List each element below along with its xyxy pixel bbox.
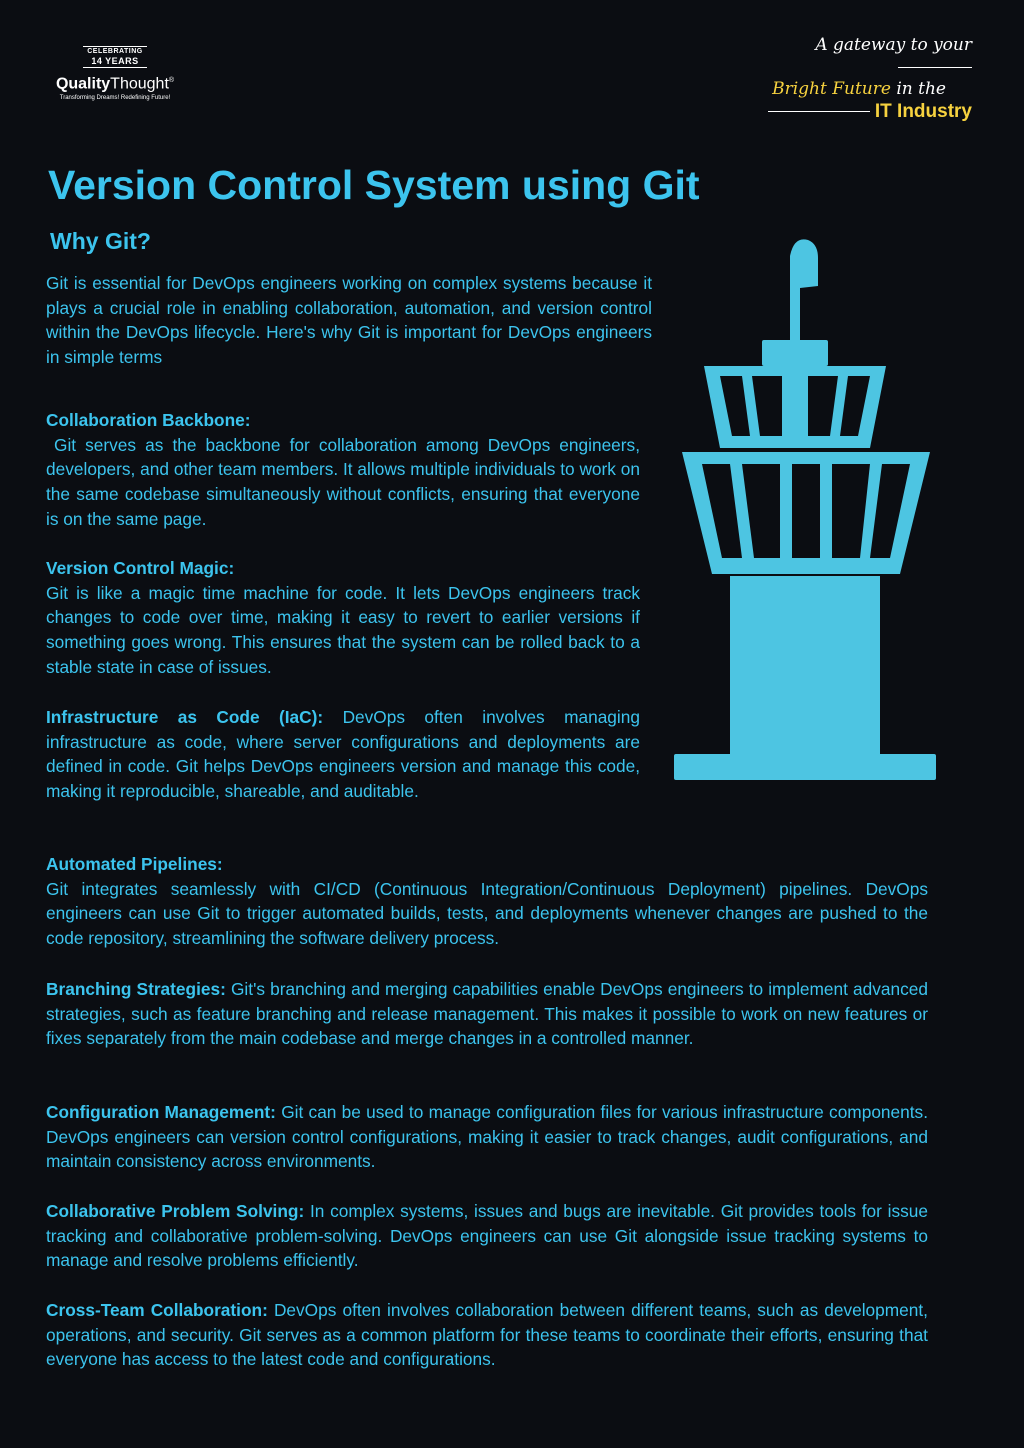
section-heading: Version Control Magic: [46,558,235,578]
intro-paragraph: Git is essential for DevOps engineers working on complex systems because it plays a crucial role in enabling collaboration, automation, and version control within the DevOps lifecycle. Here's why Git is important for DevOps engineers in simple terms [46,273,652,368]
page-title: Version Control System using Git [48,162,700,208]
section-heading: Collaboration Backbone: [46,410,251,430]
section-heading: Collaborative Problem Solving: [46,1201,305,1221]
section-text: Git integrates seamlessly with CI/CD (Continuous Integration/Continuous Deployment) pipelines. DevOps engineers can use Git to trigger automated builds, tests, and deployments whenever changes are pushed to the code repository, streamlining the software delivery process. [46,878,928,949]
years-text: 14 YEARS [91,56,139,66]
slogan-in-the: in the [896,79,946,99]
section-heading: Branching Strategies: [46,979,226,999]
tower-base [674,754,936,780]
brand-tagline: Transforming Dreams! Redefining Future! [59,95,171,102]
section-cross-team-collaboration [46,1298,928,1372]
flag-shape [790,239,818,342]
section-heading: Infrastructure as Code (IaC): [46,707,324,727]
slogan-bright-future: Bright Future [772,79,891,99]
section-infrastructure-as-code [46,705,640,804]
slogan-it-industry: IT Industry [874,101,972,122]
section-text: Git is like a magic time machine for code. It lets DevOps engineers track changes to code over time, making it easy to revert to earlier versions if something goes wrong. This ensures that the system can be rolled back to a stable state in case of issues. [46,582,640,677]
slogan-line-3 [742,100,972,124]
brand-thought: Thought [110,75,169,93]
celebrating-badge [83,46,147,68]
section-version-control-magic [46,556,640,680]
control-tower-icon [672,236,942,784]
registered-mark: ® [168,77,175,84]
slogan-rule-top [898,67,972,68]
tower-cap [762,340,828,366]
page-subtitle: Why Git? [50,228,151,254]
slogan-gateway: A gateway to your [815,35,972,55]
section-text: DevOps often involves managing infrastructure as code, where server configurations and deployments are defined in code. Git helps DevOps engineers version and manage this code, making it reproducible, shareable, and auditable. [46,707,640,802]
quality-thought-logo [40,46,190,106]
slogan-line-1 [742,34,972,78]
section-collaboration-backbone [46,408,640,532]
section-text: In complex systems, issues and bugs are inevitable. Git provides tools for issue tracking and collaborative problem-solving. DevOps engineers can use Git alongside issue tracking systems to manage and resolve problems efficiently. [46,1201,928,1271]
section-heading: Automated Pipelines: [46,854,223,874]
section-text: Git can be used to manage configuration files for various infrastructure components. DevOps engineers can version control configurations, making it easier to track changes, audit configurations, and maintain consistency across environments. [46,1102,929,1172]
slogan-rule-bottom [768,111,870,112]
section-automated-pipelines [46,852,928,951]
section-heading: Cross-Team Collaboration: [46,1300,268,1320]
brand-quality: Quality [55,75,111,93]
slogan-line-2 [742,78,946,100]
section-collaborative-problem-solving [46,1199,928,1273]
slogan [742,34,972,122]
section-heading: Configuration Management: [46,1102,276,1122]
upper-frame [704,366,886,448]
section-text: Git serves as the backbone for collaboration among DevOps engineers, developers, and other team members. It allows multiple individuals to work on the same codebase simultaneously without conflicts, ensuring that everyone is on the same page. [46,434,640,529]
tower-shaft [730,576,880,754]
brand-name [40,71,190,94]
section-branching-strategies [46,977,928,1051]
celebrating-text: CELEBRATING [87,48,143,55]
section-text: Git's branching and merging capabilities enable DevOps engineers to implement advanced strategies, such as feature branching and release management. This makes it possible to work on new features or fixes separately from the main codebase and merge changes in a controlled manner. [46,979,928,1049]
section-text: DevOps often involves collaboration between different teams, such as development, operations, and security. Git serves as a common platform for these teams to coordinate their efforts, ensuring that everyone has access to the latest code and configurations. [46,1300,928,1370]
section-configuration-management [46,1100,928,1174]
lower-frame [682,452,930,574]
